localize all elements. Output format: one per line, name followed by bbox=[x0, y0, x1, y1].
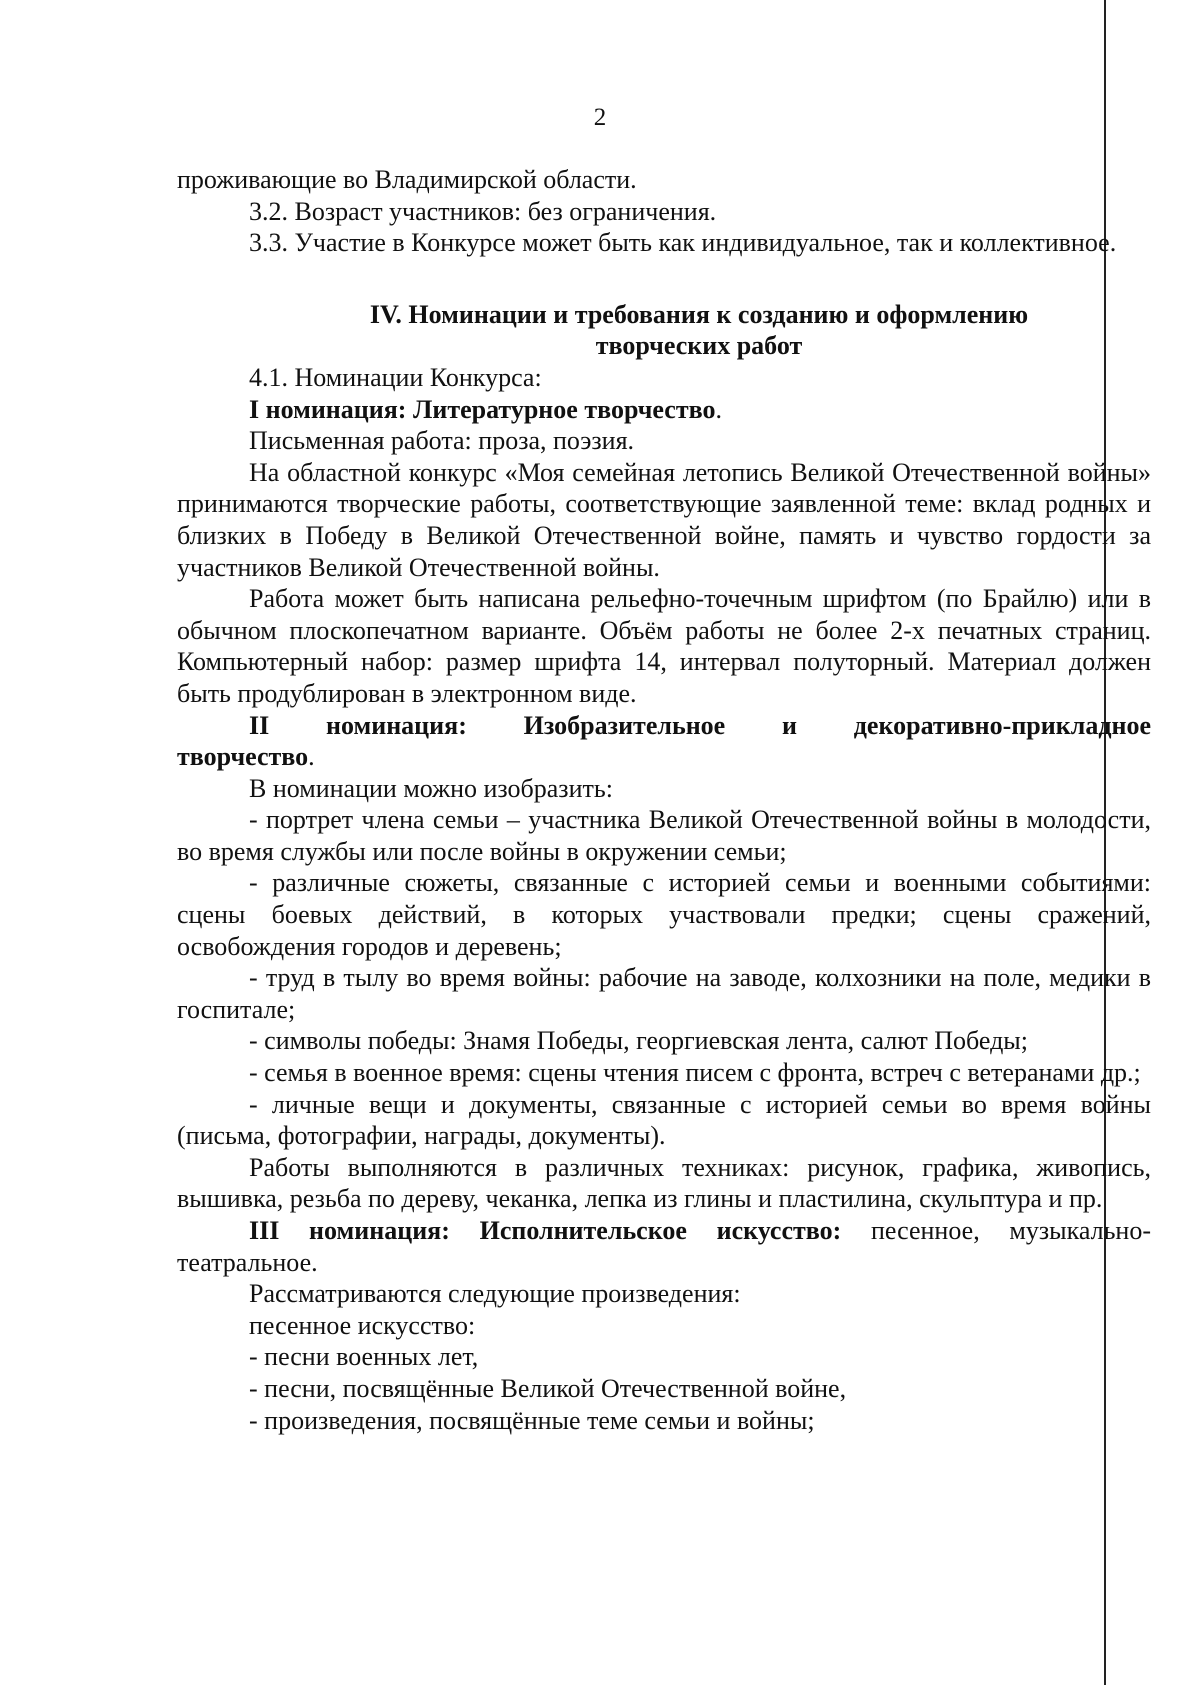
nomination-3-title-text: III номинация: Исполнительское искусство: bbox=[249, 1216, 842, 1245]
nomination-2-title-line2: творчество. bbox=[177, 742, 315, 772]
nomination-3-intro: Рассматриваются следующие произведения: bbox=[249, 1279, 741, 1309]
nomination-2-item5: - семья в военное время: сцены чтения писем с фронта, встреч с ветеранами др.; bbox=[249, 1058, 1141, 1088]
nomination-1-title: I номинация: Литературное творчество. bbox=[249, 394, 722, 424]
document-body bbox=[177, 164, 1151, 1436]
nomination-1-written: Письменная работа: проза, поэзия. bbox=[249, 426, 635, 456]
section-heading-line2: творческих работ bbox=[595, 331, 803, 361]
section-heading bbox=[177, 299, 1151, 362]
nomination-3-item2: - песни, посвящённые Великой Отечественной войне, bbox=[249, 1373, 847, 1403]
nomination-1-text1: На областной конкурс «Моя семейная летопись Великой Отечественной войны» принимаются творческие работы, соответствующие заявленной теме: вклад родных и близких в Победу в Великой Отечественной войне, память и чувство гордости за участников Великой Отечественной войны. bbox=[177, 457, 1151, 582]
nomination-3-title bbox=[177, 1215, 1151, 1278]
nomination-2-item6: - личные вещи и документы, связанные с историей семьи во время войны (письма, фотографии, награды, документы). bbox=[177, 1089, 1151, 1151]
nomination-2-intro: В номинации можно изобразить: bbox=[249, 773, 613, 803]
nomination-1-title-text: I номинация: Литературное творчество bbox=[249, 394, 716, 424]
nomination-2-item1: - портрет члена семьи – участника Великой Отечественной войны в молодости, во время службы или после войны в окружении семьи; bbox=[177, 805, 1151, 866]
paragraph-residence: проживающие во Владимирской области. bbox=[177, 165, 637, 194]
nomination-2-title-line2-text: творчество bbox=[177, 742, 309, 772]
nomination-2-item3: - труд в тылу во время войны: рабочие на заводе, колхозники на поле, медики в госпитале; bbox=[177, 963, 1151, 1024]
nomination-1-text2: Работа может быть написана рельефно-точечным шрифтом (по Брайлю) или в обычном плоскопечатном варианте. Объём работы не более 2-х печатных страниц. Компьютерный набор: размер шрифта 14, интервал полуторный. Материал должен быть продублирован в электронном виде. bbox=[177, 584, 1151, 708]
nomination-3-item3: - произведения, посвящённые теме семьи и войны; bbox=[249, 1405, 815, 1435]
paragraph-3-3: 3.3. Участие в Конкурсе может быть как индивидуальное, так и коллективное. bbox=[249, 228, 1117, 258]
nomination-3-item1: - песни военных лет, bbox=[249, 1342, 479, 1372]
nomination-3-song: песенное искусство: bbox=[249, 1310, 476, 1340]
nomination-2-item2: - различные сюжеты, связанные с историей семьи и военными событиями: сцены боевых действий, в которых участвовали предки; сцены сражений, освобождения городов и деревень; bbox=[177, 868, 1151, 961]
nomination-2-techniques: Работы выполняются в различных техниках: рисунок, графика, живопись, вышивка, резьба по дереву, чеканка, лепка из глины и пластилина, скульптура и пр. bbox=[177, 1152, 1151, 1214]
page-number: 2 bbox=[593, 104, 607, 131]
nomination-2-item4: - символы победы: Знамя Победы, георгиевская лента, салют Победы; bbox=[249, 1026, 1028, 1056]
paragraph-4-1: 4.1. Номинации Конкурса: bbox=[249, 362, 542, 392]
section-heading-line1: IV. Номинации и требования к созданию и оформлению bbox=[369, 299, 1029, 329]
paragraph-3-2: 3.2. Возраст участников: без ограничения. bbox=[249, 196, 717, 226]
nomination-3-title-rest: песенное, музыкально-театральное. bbox=[177, 1216, 1151, 1277]
nomination-2-title-line1: II номинация: Изобразительное и декоративно-прикладное bbox=[249, 710, 1151, 740]
